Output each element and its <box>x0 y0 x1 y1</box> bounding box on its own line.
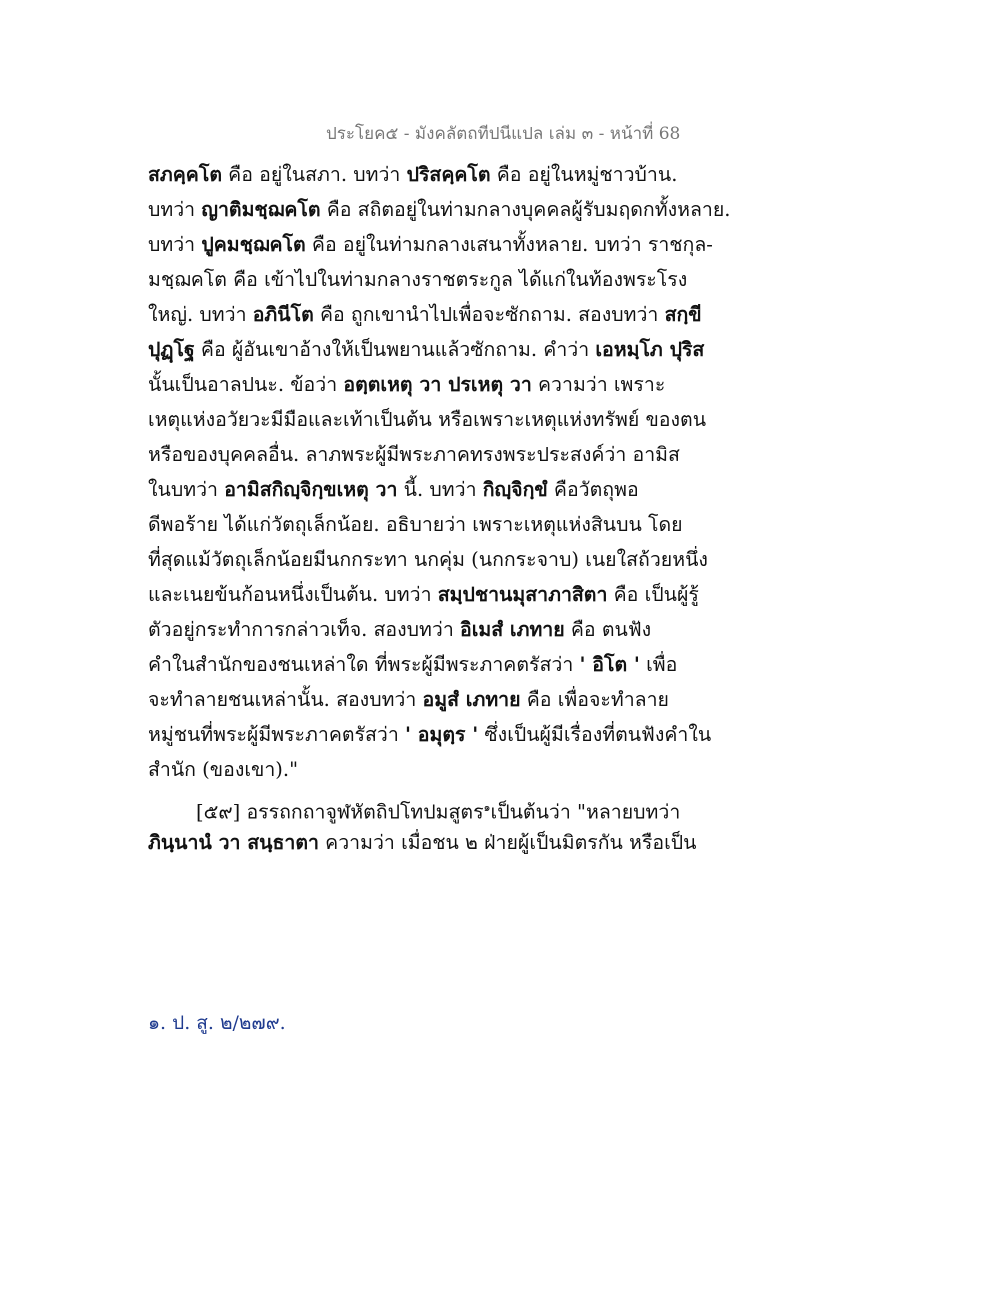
text-segment: เหตุแห่งอวัยวะมีมือและเท้าเป็นต้น หรือเพราะเหตุแห่งทรัพย์ ของตน <box>148 408 707 431</box>
text-line <box>148 717 712 752</box>
text-line <box>148 542 708 577</box>
text-line <box>148 332 708 367</box>
text-line <box>148 367 708 402</box>
pali-term: ภินฺนานํ วา สนฺธาตา <box>148 831 319 854</box>
text-segment: ดีพอร้าย ได้แก่วัตถุเล็กน้อย. อธิบายว่า เพราะเหตุแห่งสินบน โดย <box>148 513 683 536</box>
text-segment: คือ อยู่ในหมู่ชาวบ้าน. <box>490 163 678 186</box>
text-line <box>148 472 708 507</box>
pali-term: สกฺขี <box>664 303 702 326</box>
text-line <box>148 437 708 472</box>
text-line <box>148 297 708 332</box>
pali-term: สภคฺคโต <box>148 163 222 186</box>
text-segment: ซึ่งเป็นผู้มีเรื่องที่ตนฟังคำใน <box>478 723 712 746</box>
text-line <box>148 647 708 682</box>
running-header: ประโยค๕ - มังคลัตถทีปนีแปล เล่ม ๓ - หน้าที่ 68 <box>326 124 681 144</box>
pali-term: อภินีโต <box>252 303 314 326</box>
footnote-marker: ๑ <box>483 801 491 814</box>
text-line <box>148 192 731 227</box>
text-segment: จะทำลายชนเหล่านั้น. สองบทว่า <box>148 688 423 711</box>
text-segment: หรือของบุคคลอื่น. ลาภพระผู้มีพระภาคทรงพระประสงค์ว่า อามิส <box>148 443 680 466</box>
text-segment: บทว่า <box>148 233 202 256</box>
text-segment: ในบทว่า <box>148 478 225 501</box>
pali-term: อตฺตเหตุ วา ปรเหตุ วา <box>343 373 532 396</box>
text-segment: สำนัก (ของเขา)." <box>148 758 299 781</box>
text-line <box>148 402 708 437</box>
text-segment: มชฺฌคโต คือ เข้าไปในท่ามกลางราชตระกูล ได้แก่ในท้องพระโรง <box>148 268 688 291</box>
body-text <box>148 157 731 860</box>
text-segment: คือ ตนฟัง <box>564 618 652 641</box>
pali-term: ปูคมชฺฌคโต <box>201 233 306 256</box>
pali-term: ' อมุตฺร ' <box>405 723 479 746</box>
text-segment: ใหญ่. บทว่า <box>148 303 253 326</box>
pali-term: อิเมสํ เภทาย <box>460 618 565 641</box>
text-segment: ที่สุดแม้วัตถุเล็กน้อยมีนกกระทา นกคุ่ม (นกกระจาบ) เนยใสถ้วยหนึ่ง <box>148 548 708 571</box>
text-segment: และเนยข้นก้อนหนึ่งเป็นต้น. บทว่า <box>148 583 438 606</box>
text-segment: คือ ผู้อันเขาอ้างให้เป็นพยานแล้วซักถาม. คำว่า <box>194 338 596 361</box>
text-line <box>148 752 708 787</box>
pali-term: อามิสกิญฺจิกฺขเหตุ วา <box>224 478 398 501</box>
pali-term: ' อิโต ' <box>579 653 640 676</box>
text-segment: คือ เป็นผู้รู้ <box>607 583 699 606</box>
pali-term: กิญฺจิกฺขํ <box>482 478 548 501</box>
text-line <box>148 612 708 647</box>
text-line <box>148 825 708 860</box>
text-line <box>148 577 708 612</box>
pali-term: อมูสํ เภทาย <box>422 688 521 711</box>
text-segment: ความว่า เพราะ <box>531 373 666 396</box>
text-segment: [๕๙] อรรถกถาจูฬหัตถิปโทปมสูตร <box>196 800 484 824</box>
text-segment: คือ สถิตอยู่ในท่ามกลางบุคคลผู้รับมฤดกทั้งหลาย. <box>320 198 731 221</box>
text-segment: เป็นต้นว่า "หลายบทว่า <box>490 800 681 824</box>
pali-term: สมฺปชานมุสาภาสิตา <box>437 583 608 606</box>
text-line <box>148 790 708 825</box>
text-line <box>148 507 708 542</box>
text-segment: คำในสำนักของชนเหล่าใด ที่พระผู้มีพระภาคตรัสว่า <box>148 653 580 676</box>
pali-term: ปริสคฺคโต <box>406 163 491 186</box>
text-segment: ตัวอยู่กระทำการกล่าวเท็จ. สองบทว่า <box>148 618 460 641</box>
pali-term: เอหมฺโภ ปุริส <box>595 338 705 361</box>
text-segment: นั้นเป็นอาลปนะ. ข้อว่า <box>148 373 344 396</box>
pali-term: ญาติมชฺฌคโต <box>201 198 321 221</box>
text-segment: คือวัตถุพอ <box>547 478 639 501</box>
text-segment: หมู่ชนที่พระผู้มีพระภาคตรัสว่า <box>148 723 405 746</box>
text-segment: นี้. บทว่า <box>397 478 483 501</box>
text-line <box>148 227 713 262</box>
text-line <box>148 262 708 297</box>
footnote: ๑. ป. สู. ๒/๒๗๙. <box>148 1012 286 1034</box>
text-segment: คือ ถูกเขานำไปเพื่อจะซักถาม. สองบทว่า <box>313 303 665 326</box>
text-segment: ความว่า เมื่อชน ๒ ฝ่ายผู้เป็นมิตรกัน หรือเป็น <box>318 831 697 854</box>
text-segment: เพื่อ <box>639 653 678 676</box>
text-segment: คือ เพื่อจะทำลาย <box>520 688 669 711</box>
text-line <box>148 157 708 192</box>
text-segment: คือ อยู่ในสภา. บทว่า <box>221 163 407 186</box>
text-segment: คือ อยู่ในท่ามกลางเสนาทั้งหลาย. บทว่า ราชกุล- <box>305 233 713 256</box>
text-segment: บทว่า <box>148 198 202 221</box>
text-line <box>148 682 708 717</box>
pali-term: ปุฏฺโฐ <box>148 338 195 361</box>
